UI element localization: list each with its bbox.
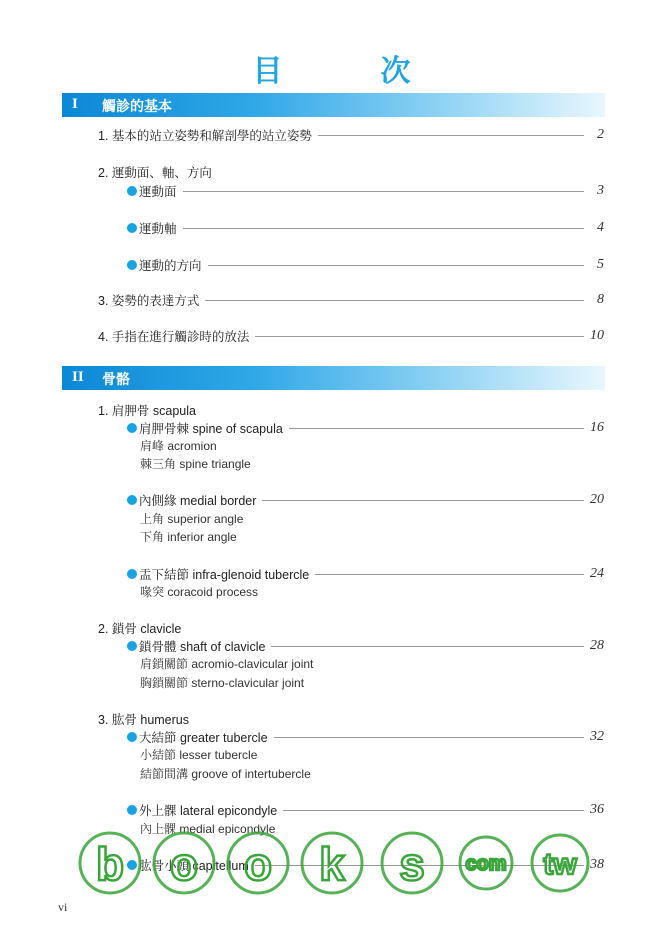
toc-heading: 1. 肩胛骨 scapula (98, 404, 196, 418)
toc-entry-text: 1. 基本的站立姿勢和解剖學的站立姿勢 (98, 129, 312, 143)
toc-page-number: 38 (590, 857, 604, 872)
dot-leader (283, 810, 584, 811)
toc-page-number: 8 (597, 292, 604, 307)
toc-entry-text: 外上髁 lateral epicondyle (139, 804, 278, 818)
toc-entry-text: 鎖骨體 shaft of clavicle (139, 640, 266, 654)
toc-page-number: 5 (597, 257, 604, 272)
toc-page-number: 2 (597, 127, 604, 142)
section-label: 觸診的基本 (102, 98, 172, 114)
watermark-letter: s (399, 838, 425, 890)
watermark-letter: k (319, 838, 345, 890)
toc-entry-text: 3. 姿勢的表達方式 (98, 294, 200, 308)
toc-entry-text: 4. 手指在進行觸診時的放法 (98, 330, 250, 344)
toc-entry[interactable] (127, 728, 604, 746)
toc-entry[interactable] (127, 419, 604, 437)
toc-heading: 3. 肱骨 humerus (98, 713, 190, 727)
toc-subline: 結節間溝 groove of intertubercle (140, 767, 311, 781)
toc-entry[interactable] (98, 126, 604, 144)
toc-subline: 內上髁 medial epicondyle (140, 822, 276, 836)
section-number: II (72, 369, 84, 385)
toc-entry-text: 運動的方向 (139, 259, 202, 273)
dot-leader (262, 500, 584, 501)
toc-entry[interactable] (127, 491, 604, 509)
bullet-icon (127, 186, 137, 196)
dot-leader (205, 300, 584, 301)
toc-page-number: 10 (590, 328, 604, 343)
dot-leader (315, 574, 584, 575)
books-com-tw-watermark-logo (72, 828, 602, 898)
toc-entry-text: 運動軸 (139, 222, 177, 236)
toc-heading: 2. 鎖骨 clavicle (98, 622, 182, 636)
dot-leader (318, 135, 584, 136)
toc-subline: 肩鎖關節 acromio-clavicular joint (140, 657, 314, 671)
toc-entry[interactable] (127, 256, 604, 274)
toc-entry[interactable] (127, 637, 604, 655)
dot-leader (274, 737, 584, 738)
toc-page-number: 4 (597, 220, 604, 235)
section-header-1 (62, 93, 605, 117)
toc-subline: 上角 superior angle (140, 512, 244, 526)
watermark-letter: com (465, 853, 507, 875)
toc-page-number: 16 (590, 420, 604, 435)
toc-entry[interactable] (127, 801, 604, 819)
dot-leader (289, 428, 584, 429)
toc-subline: 棘三角 spine triangle (140, 457, 251, 471)
bullet-icon (127, 423, 137, 433)
toc-subline: 肩峰 acromion (140, 439, 217, 453)
bullet-icon (127, 260, 137, 270)
watermark-letter: b (95, 838, 125, 890)
section-header-2 (62, 366, 605, 390)
dot-leader (255, 336, 584, 337)
toc-page-number: 28 (590, 638, 604, 653)
toc-subline: 喙突 coracoid process (140, 585, 259, 599)
toc-entry-text: 運動面 (139, 185, 177, 199)
bullet-icon (127, 495, 137, 505)
bullet-icon (127, 569, 137, 579)
toc-entry[interactable] (98, 291, 604, 309)
footer-page-number: vi (58, 900, 68, 914)
bullet-icon (127, 732, 137, 742)
section-label: 骨骼 (102, 371, 130, 387)
toc-entry[interactable] (127, 565, 604, 583)
section-number: I (72, 96, 78, 112)
toc-entry-text: 內側緣 medial border (139, 494, 257, 508)
toc-subline: 胸鎖關節 sterno-clavicular joint (140, 676, 305, 690)
dot-leader (183, 191, 584, 192)
toc-entry-text: 肱骨小頭 capitellum (139, 859, 249, 873)
dot-leader (271, 646, 584, 647)
toc-page-number: 20 (590, 492, 604, 507)
dot-leader (208, 265, 584, 266)
toc-heading: 2. 運動面、軸、方向 (98, 166, 212, 180)
toc-page-number: 32 (590, 729, 604, 744)
watermark-letter: o (243, 838, 273, 890)
toc-subline: 小結節 lesser tubercle (140, 748, 258, 762)
bullet-icon (127, 223, 137, 233)
toc-page-number: 24 (590, 566, 604, 581)
watermark-letter: tw (543, 848, 577, 881)
bullet-icon (127, 805, 137, 815)
bullet-icon (127, 641, 137, 651)
toc-entry-text: 肩胛骨棘 spine of scapula (139, 422, 283, 436)
toc-entry[interactable] (127, 219, 604, 237)
dot-leader (183, 228, 584, 229)
page-title: 目 次 (252, 55, 445, 88)
toc-page-number: 3 (597, 183, 604, 198)
toc-page-number: 36 (590, 802, 604, 817)
toc-entry-text: 大結節 greater tubercle (139, 731, 268, 745)
watermark-letter: o (169, 838, 199, 890)
toc-entry[interactable] (98, 327, 604, 345)
toc-subline: 下角 inferior angle (140, 530, 237, 544)
toc-entry-text: 盂下結節 infra-glenoid tubercle (139, 568, 310, 582)
toc-entry[interactable] (127, 182, 604, 200)
